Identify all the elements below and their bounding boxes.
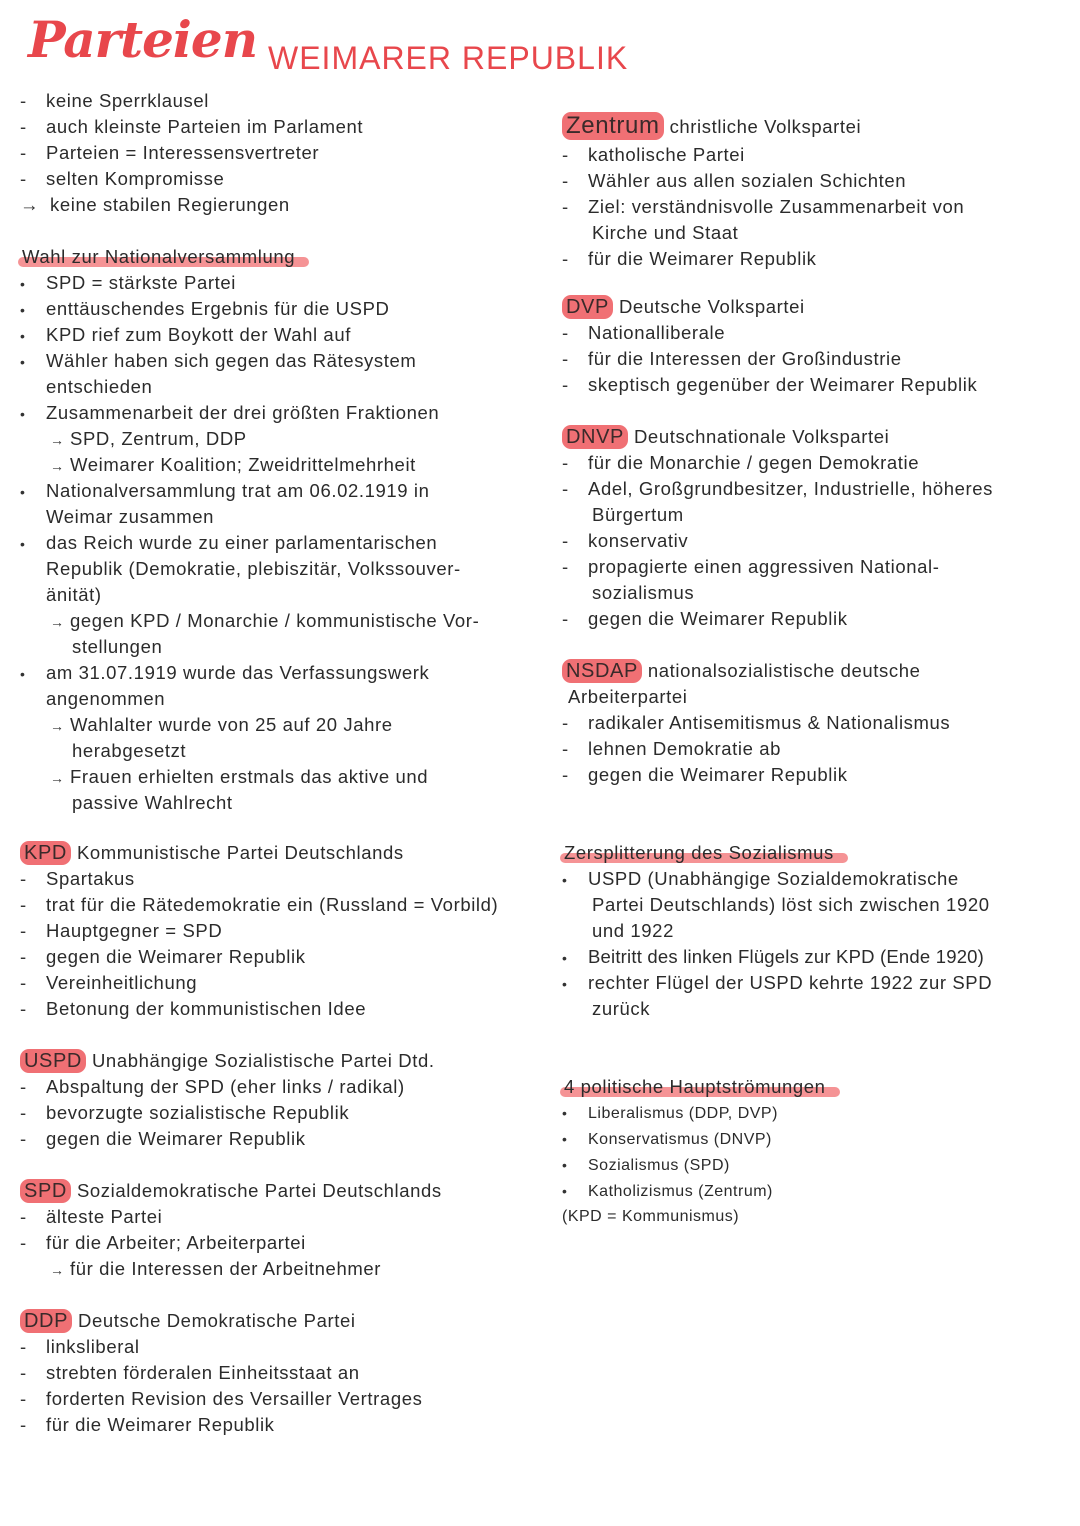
list-item: → keine stabilen Regierungen xyxy=(20,194,290,215)
section-heading: 4 politische Hauptströmungen xyxy=(562,1074,1072,1100)
list-item: • Nationalversammlung trat am 06.02.1919 in xyxy=(20,480,430,501)
dvp-section xyxy=(562,294,1072,398)
list-item: - bevorzugte sozialistische Republik xyxy=(20,1102,350,1123)
list-item: - für die Interessen der Großindustrie xyxy=(562,348,902,369)
party-abbr: SPD xyxy=(20,1179,71,1203)
list-item-continued: angenommen xyxy=(46,688,166,709)
list-item: - Hauptgegner = SPD xyxy=(20,920,223,941)
party-heading: KPD Kommunistische Partei Deutschlands xyxy=(20,840,540,866)
nsdap-section xyxy=(562,658,1072,788)
party-abbr: USPD xyxy=(20,1049,86,1073)
list-subitem: → Wahlalter wurde von 25 auf 20 Jahre xyxy=(50,714,393,735)
party-abbr: Zentrum xyxy=(562,112,664,140)
list-item: • Liberalismus (DDP, DVP) xyxy=(562,1105,778,1122)
list-subitem: → Frauen erhielten erstmals das aktive und xyxy=(50,766,429,787)
dnvp-section xyxy=(562,424,1072,632)
kpd-section xyxy=(20,840,540,1022)
list-item: - keine Sperrklausel xyxy=(20,90,209,111)
list-item: - für die Arbeiter; Arbeiterpartei xyxy=(20,1232,306,1253)
list-item: - für die Weimarer Republik xyxy=(20,1414,275,1435)
list-item: - gegen die Weimarer Republik xyxy=(20,946,306,967)
section-heading: Wahl zur Nationalversammlung xyxy=(20,244,540,270)
list-subitem: → Weimarer Koalition; Zweidrittelmehrheit xyxy=(50,454,416,475)
list-item: - für die Weimarer Republik xyxy=(562,248,817,269)
title-main: Parteien xyxy=(28,10,258,69)
list-item: • SPD = stärkste Partei xyxy=(20,272,236,293)
list-item: • Sozialismus (SPD) xyxy=(562,1157,730,1174)
list-item: - Nationalliberale xyxy=(562,322,726,343)
party-abbr: DNVP xyxy=(562,425,628,449)
list-item: - radikaler Antisemitismus & Nationalismus xyxy=(562,712,951,733)
party-abbr: KPD xyxy=(20,841,71,865)
party-heading: DNVP Deutschnationale Volkspartei xyxy=(562,424,1072,450)
list-item: - gegen die Weimarer Republik xyxy=(20,1128,306,1149)
list-item: - Wähler aus allen sozialen Schichten xyxy=(562,170,907,191)
list-item: - Betonung der kommunistischen Idee xyxy=(20,998,367,1019)
list-item: • Katholizismus (Zentrum) xyxy=(562,1183,773,1200)
list-item: - Abspaltung der SPD (eher links / radikal) xyxy=(20,1076,405,1097)
list-item: - Adel, Großgrundbesitzer, Industrielle, höheres xyxy=(562,478,993,499)
list-item-continued: sozialismus xyxy=(592,582,695,603)
list-item-continued: zurück xyxy=(592,998,651,1019)
list-subitem: → für die Interessen der Arbeitnehmer xyxy=(50,1258,381,1279)
list-item: - strebten förderalen Einheitsstaat an xyxy=(20,1362,360,1383)
list-item-continued: passive Wahlrecht xyxy=(72,792,233,813)
list-item: - forderten Revision des Versailler Vertrages xyxy=(20,1388,423,1409)
list-item-continued: Partei Deutschlands) löst sich zwischen 1920 xyxy=(592,894,990,915)
list-item-continued: Weimar zusammen xyxy=(46,506,215,527)
list-item: • USPD (Unabhängige Sozialdemokratische xyxy=(562,868,959,889)
list-subitem: → SPD, Zentrum, DDP xyxy=(50,428,247,449)
list-item-continued: Republik (Demokratie, plebiszitär, Volkssouver- xyxy=(46,558,461,579)
party-heading-continued: Arbeiterpartei xyxy=(568,686,688,707)
party-abbr: DDP xyxy=(20,1309,72,1333)
uspd-section xyxy=(20,1048,540,1152)
zersplitterung-section xyxy=(562,840,1072,1022)
list-item: - auch kleinste Parteien im Parlament xyxy=(20,116,364,137)
party-abbr: DVP xyxy=(562,295,613,319)
list-item: • KPD rief zum Boykott der Wahl auf xyxy=(20,324,351,345)
list-item-continued: stellungen xyxy=(72,636,163,657)
list-item: - trat für die Rätedemokratie ein (Russland = Vorbild) xyxy=(20,894,499,915)
list-item: - skeptisch gegenüber der Weimarer Republik xyxy=(562,374,978,395)
list-item: • am 31.07.1919 wurde das Verfassungswerk xyxy=(20,662,430,683)
list-item: • Wähler haben sich gegen das Rätesystem xyxy=(20,350,417,371)
list-item-continued: herabgesetzt xyxy=(72,740,187,761)
list-item: - gegen die Weimarer Republik xyxy=(562,764,848,785)
list-item: - Vereinheitlichung xyxy=(20,972,198,993)
list-item-continued: Kirche und Staat xyxy=(592,222,739,243)
list-item: - Parteien = Interessensvertreter xyxy=(20,142,320,163)
intro-list xyxy=(20,88,540,218)
list-item: • Beitritt des linken Flügels zur KPD (Ende 1920) xyxy=(562,946,985,967)
list-item: - konservativ xyxy=(562,530,689,551)
section-heading: Zersplitterung des Sozialismus xyxy=(562,840,1072,866)
list-item: • enttäuschendes Ergebnis für die USPD xyxy=(20,298,390,319)
list-note: (KPD = Kommunismus) xyxy=(562,1208,740,1225)
list-item-continued: und 1922 xyxy=(592,920,674,941)
ddp-section xyxy=(20,1308,540,1438)
party-heading: Zentrum christliche Volkspartei xyxy=(562,112,1072,142)
nationalversammlung-section xyxy=(20,244,540,816)
party-heading: NSDAP nationalsozialistische deutsche xyxy=(562,658,1072,684)
party-heading: SPD Sozialdemokratische Partei Deutschlands xyxy=(20,1178,540,1204)
party-heading: DVP Deutsche Volkspartei xyxy=(562,294,1072,320)
party-abbr: NSDAP xyxy=(562,659,642,683)
list-item: - katholische Partei xyxy=(562,144,745,165)
list-item-continued: Bürgertum xyxy=(592,504,684,525)
party-heading: DDP Deutsche Demokratische Partei xyxy=(20,1308,540,1334)
list-item: - älteste Partei xyxy=(20,1206,163,1227)
list-item: - lehnen Demokratie ab xyxy=(562,738,781,759)
party-heading: USPD Unabhängige Sozialistische Partei Dtd. xyxy=(20,1048,540,1074)
list-item-continued: änität) xyxy=(46,584,102,605)
list-item: - propagierte einen aggressiven National- xyxy=(562,556,940,577)
list-subitem: → gegen KPD / Monarchie / kommunistische Vor- xyxy=(50,610,480,631)
list-item: • Konservatismus (DNVP) xyxy=(562,1131,772,1148)
list-item: - für die Monarchie / gegen Demokratie xyxy=(562,452,920,473)
stroemungen-section xyxy=(562,1074,1072,1230)
spd-section xyxy=(20,1178,540,1282)
list-item-continued: entschieden xyxy=(46,376,153,397)
list-item: - gegen die Weimarer Republik xyxy=(562,608,848,629)
list-item: • Zusammenarbeit der drei größten Fraktionen xyxy=(20,402,440,423)
zentrum-section xyxy=(562,112,1072,272)
title-sub: WEIMARER REPUBLIK xyxy=(268,40,629,76)
list-item: - linksliberal xyxy=(20,1336,140,1357)
list-item: • das Reich wurde zu einer parlamentarischen xyxy=(20,532,438,553)
list-item: - Ziel: verständnisvolle Zusammenarbeit von xyxy=(562,196,965,217)
list-item: - selten Kompromisse xyxy=(20,168,225,189)
list-item: - Spartakus xyxy=(20,868,135,889)
list-item: • rechter Flügel der USPD kehrte 1922 zur SPD xyxy=(562,972,993,993)
